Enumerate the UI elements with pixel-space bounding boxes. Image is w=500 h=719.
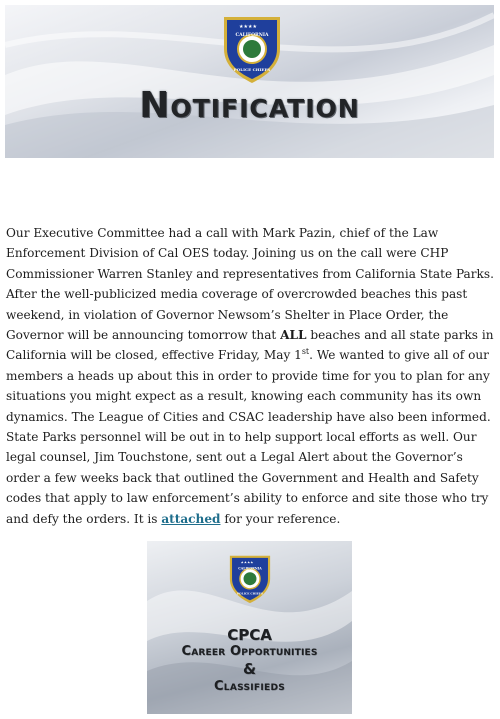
cpca-title: CPCA (227, 626, 272, 644)
svg-text:CALIFORNIA: CALIFORNIA (235, 33, 269, 38)
svg-text:★★★★: ★★★★ (240, 560, 254, 565)
svg-text:POLICE CHIEFS: POLICE CHIEFS (233, 67, 271, 72)
body-superscript: st (301, 347, 310, 357)
cpca-classifieds: Classifieds (213, 679, 286, 694)
body-text-part-4: for your reference. (220, 511, 341, 526)
message-body (6, 223, 494, 529)
police-chiefs-badge-icon (220, 11, 284, 85)
body-text-part-2: beaches and all state parks in California will be closed, effective Friday, May 1 (6, 328, 494, 363)
cpca-caption (147, 627, 352, 695)
svg-text:★★★★: ★★★★ (239, 24, 257, 30)
notification-banner (5, 5, 494, 158)
cpca-classifieds-graphic[interactable] (147, 541, 352, 714)
police-chiefs-badge-icon (227, 551, 273, 605)
body-text-part-1: Our Executive Committee had a call with Mark Pazin, chief of the Law Enforcement Division of Cal OES today. Joining us on the call were CHP Commissioner Warren Stanley and representatives from California State Parks. After the well-publicized media coverage of overcrowded beaches this past weekend, in violation of Governor Newsom’s Shelter in Place Order, the Governor will be announcing tomorrow that (6, 226, 494, 343)
cpca-career-opportunities: Career Opportunities (181, 644, 318, 659)
body-bold-all: ALL (280, 328, 307, 343)
notification-title: Notification (139, 85, 360, 126)
body-text-part-3: . We wanted to give all of our members a heads up about this in order to provide time for you to plan for any situations you might expect as a result, knowing each community has its own dynamics. The League of Cities and CSAC leadership have also been informed. State Parks personnel will be out in to help support local efforts as well. Our legal counsel, Jim Touchstone, sent out a Legal Alert about the Governor’s order a few weeks back that outlined the Government and Health and Safety codes that apply to law enforcement’s ability to enforce and site those who try and defy the orders. It is (6, 348, 491, 526)
svg-text:POLICE CHIEFS: POLICE CHIEFS (236, 591, 264, 596)
cpca-ampersand: & (242, 660, 257, 678)
attached-link[interactable]: attached (161, 511, 221, 526)
svg-text:CALIFORNIA: CALIFORNIA (238, 566, 262, 571)
